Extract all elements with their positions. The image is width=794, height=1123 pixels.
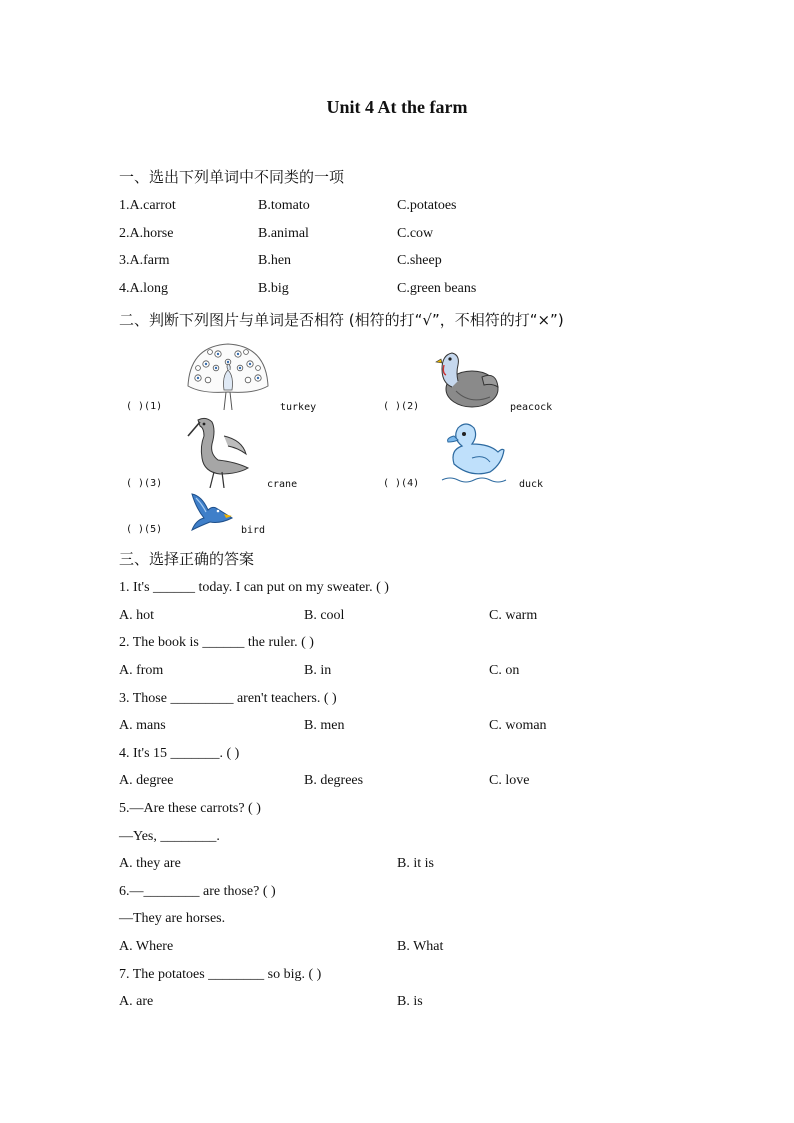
s3-q6-b: B. What [397,939,444,954]
s3-q6-answer-line: —They are horses. [119,911,226,926]
s1-q1-b: B.tomato [258,198,310,213]
turkey-icon [430,347,502,411]
s1-q2-a: 2.A.horse [119,226,174,241]
section2-heading: 二、判断下列图片与单词是否相符 (相符的打“√”，不相符的打“×”) [119,311,564,329]
s3-q3: 3. Those _________ aren't teachers. ( ) [119,691,337,706]
s2-item5-blank: ( )(5) [126,524,163,535]
s1-q2-c: C.cow [397,226,434,241]
s3-q1-a: A. hot [119,608,154,623]
s3-q3-a: A. mans [119,718,166,733]
s3-q5-a: A. they are [119,856,181,871]
s3-q4-c: C. love [489,773,530,788]
s1-q2-b: B.animal [258,226,309,241]
s3-q2: 2. The book is ______ the ruler. ( ) [119,635,314,650]
s2-item2-word: peacock [510,402,553,413]
s3-q1-b: B. cool [304,608,345,623]
s3-q7-a: A. are [119,994,154,1009]
s3-q5: 5.—Are these carrots? ( ) [119,801,261,816]
s2-item3-blank: ( )(3) [126,478,163,489]
s1-q4-c: C.green beans [397,281,477,296]
duck-icon [440,420,508,486]
s3-q5-b: B. it is [397,856,434,871]
s2-item2-blank: ( )(2) [383,401,420,412]
s3-q6: 6.—________ are those? ( ) [119,884,276,899]
s1-q3-a: 3.A.farm [119,253,170,268]
peacock-icon [184,340,272,412]
s3-q1: 1. It's ______ today. I can put on my sweater. ( ) [119,580,389,595]
s2-item3-word: crane [267,479,298,490]
s1-q4-a: 4.A.long [119,281,168,296]
crane-icon [184,414,256,488]
s3-q7: 7. The potatoes ________ so big. ( ) [119,967,322,982]
s2-item4-word: duck [519,479,544,490]
s3-q2-c: C. on [489,663,520,678]
s3-q3-c: C. woman [489,718,547,733]
s3-q6-a: A. Where [119,939,174,954]
section3-heading: 三、选择正确的答案 [119,550,255,568]
s2-item4-blank: ( )(4) [383,478,420,489]
s2-item1-blank: ( )(1) [126,401,163,412]
section1-heading: 一、选出下列单词中不同类的一项 [119,168,345,186]
s3-q2-b: B. in [304,663,332,678]
page-title: Unit 4 At the farm [326,97,468,117]
s2-item5-word: bird [241,525,266,536]
s1-q4-b: B.big [258,281,289,296]
s3-q4: 4. It's 15 _______. ( ) [119,746,240,761]
s1-q3-b: B.hen [258,253,292,268]
s3-q1-c: C. warm [489,608,538,623]
s3-q2-a: A. from [119,663,164,678]
s3-q3-b: B. men [304,718,345,733]
s2-item1-word: turkey [280,402,317,413]
s3-q7-b: B. is [397,994,423,1009]
s3-q4-a: A. degree [119,773,174,788]
s1-q3-c: C.sheep [397,253,442,268]
s3-q4-b: B. degrees [304,773,364,788]
bird-icon [186,490,234,534]
s1-q1-a: 1.A.carrot [119,198,176,213]
s3-q5-answer-line: —Yes, ________. [119,829,220,844]
s1-q1-c: C.potatoes [397,198,457,213]
